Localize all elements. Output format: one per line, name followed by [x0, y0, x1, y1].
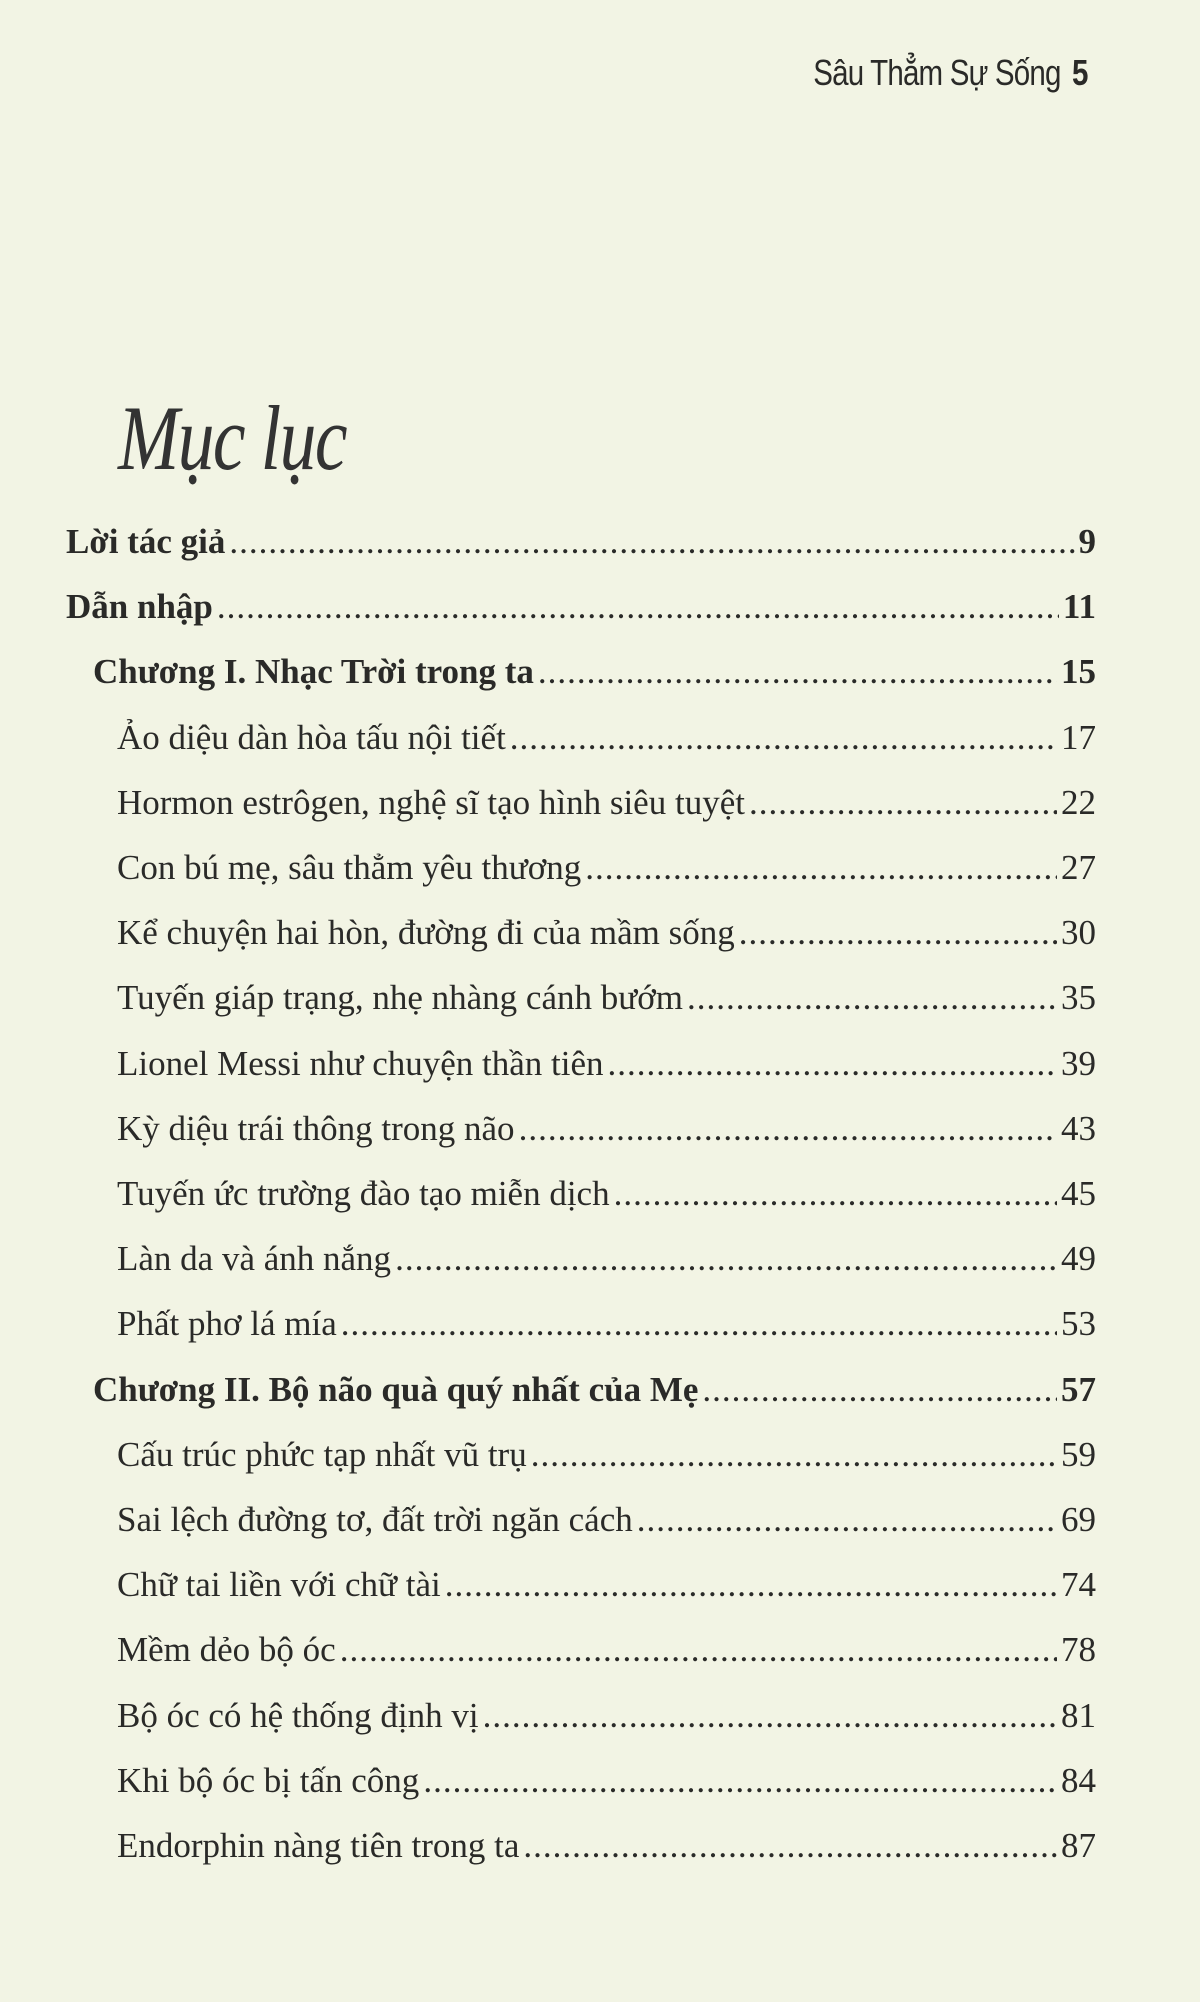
entry-page: 15	[1061, 652, 1096, 692]
dot-leader	[585, 848, 1057, 888]
book-title: Sâu Thẳm Sự Sống	[813, 52, 1061, 93]
entry-page: 43	[1061, 1108, 1096, 1148]
entry-page: 53	[1061, 1304, 1096, 1344]
entry-page: 84	[1061, 1760, 1096, 1800]
entry-page: 27	[1061, 848, 1096, 887]
entry-title: Hormon estrôgen, nghệ sĩ tạo hình siêu tuyệt	[117, 782, 745, 822]
toc-entry	[117, 1826, 1096, 1876]
toc-entry	[117, 1696, 1096, 1746]
entry-page: 45	[1061, 1174, 1096, 1213]
dot-leader	[531, 1435, 1057, 1475]
entry-title: Tuyến ức trường đào tạo miễn dịch	[117, 1174, 610, 1213]
entry-title: Phất phơ lá mía	[117, 1304, 337, 1344]
entry-title: Chương II. Bộ não quà quý nhất của Mẹ	[93, 1369, 699, 1409]
entry-page: 30	[1061, 913, 1096, 953]
entry-title: Tuyến giáp trạng, nhẹ nhàng cánh bướm	[117, 978, 683, 1018]
entry-title: Làn da và ánh nắng	[117, 1239, 392, 1279]
dot-leader	[538, 652, 1057, 692]
dot-leader	[702, 1370, 1057, 1410]
toc-entry	[117, 913, 1096, 963]
toc-heading	[66, 522, 1096, 572]
toc-entry	[117, 1239, 1096, 1289]
dot-leader	[395, 1239, 1057, 1279]
toc-entry	[117, 978, 1096, 1028]
entry-title: Khi bộ óc bị tấn công	[117, 1760, 420, 1800]
dot-leader	[229, 522, 1074, 562]
toc-entry	[117, 1044, 1096, 1094]
dot-leader	[519, 1109, 1057, 1149]
dot-leader	[445, 1565, 1057, 1605]
entry-page: 17	[1061, 717, 1096, 757]
toc-entry	[117, 848, 1096, 898]
dot-leader	[423, 1761, 1057, 1801]
dot-leader	[523, 1826, 1057, 1866]
toc-entry	[117, 718, 1096, 768]
entry-title: Cấu trúc phức tạp nhất vũ trụ	[117, 1434, 527, 1474]
dot-leader	[687, 978, 1057, 1018]
entry-title: Lionel Messi như chuyện thần tiên	[117, 1043, 604, 1083]
entry-title: Lời tác giả	[66, 522, 226, 561]
dot-leader	[637, 1500, 1057, 1540]
entry-title: Endorphin nàng tiên trong ta	[117, 1826, 520, 1865]
toc-entry	[117, 1630, 1096, 1680]
dot-leader	[510, 718, 1057, 758]
running-header	[814, 52, 1088, 94]
dot-leader	[614, 1174, 1057, 1214]
toc-heading	[93, 1370, 1096, 1420]
entry-page: 69	[1061, 1500, 1096, 1539]
page-title: Mục lục	[118, 387, 346, 489]
entry-page: 49	[1061, 1239, 1096, 1279]
dot-leader	[340, 1630, 1057, 1670]
entry-title: Kỳ diệu trái thông trong não	[117, 1108, 515, 1148]
entry-page: 59	[1061, 1434, 1096, 1474]
entry-title: Mềm dẻo bộ óc	[117, 1630, 336, 1670]
entry-page: 35	[1061, 978, 1096, 1018]
toc-heading	[93, 652, 1096, 702]
dot-leader	[217, 587, 1059, 627]
toc-entry	[117, 1304, 1096, 1354]
entry-page: 78	[1061, 1630, 1096, 1670]
entry-page: 87	[1061, 1826, 1096, 1865]
entry-title: Ảo diệu dàn hòa tấu nội tiết	[117, 717, 506, 757]
entry-title: Chữ tai liền với chữ tài	[117, 1565, 441, 1605]
dot-leader	[483, 1696, 1057, 1736]
entry-title: Sai lệch đường tơ, đất trời ngăn cách	[117, 1500, 633, 1539]
entry-title: Dẫn nhập	[66, 587, 213, 627]
entry-title: Con bú mẹ, sâu thẳm yêu thương	[117, 848, 582, 887]
entry-title: Kể chuyện hai hòn, đường đi của mầm sống	[117, 913, 735, 953]
dot-leader	[749, 783, 1057, 823]
toc-entry	[117, 1109, 1096, 1159]
toc-heading	[66, 587, 1096, 637]
entry-page: 22	[1061, 782, 1096, 822]
entry-page: 74	[1061, 1565, 1096, 1605]
entry-page: 11	[1062, 587, 1096, 627]
page-number: 5	[1072, 52, 1088, 93]
dot-leader	[608, 1044, 1057, 1084]
toc-entry	[117, 1565, 1096, 1615]
entry-page: 81	[1061, 1695, 1096, 1735]
entry-title: Bộ óc có hệ thống định vị	[117, 1695, 479, 1735]
entry-title: Chương I. Nhạc Trời trong ta	[93, 652, 534, 692]
toc-entry	[117, 1174, 1096, 1224]
dot-leader	[739, 913, 1057, 953]
entry-page: 9	[1078, 522, 1096, 561]
dot-leader	[341, 1304, 1057, 1344]
toc-entry	[117, 1761, 1096, 1811]
entry-page: 39	[1061, 1043, 1096, 1083]
toc-entry	[117, 1500, 1096, 1550]
toc-entry	[117, 783, 1096, 833]
entry-page: 57	[1061, 1369, 1096, 1409]
toc-entry	[117, 1435, 1096, 1485]
